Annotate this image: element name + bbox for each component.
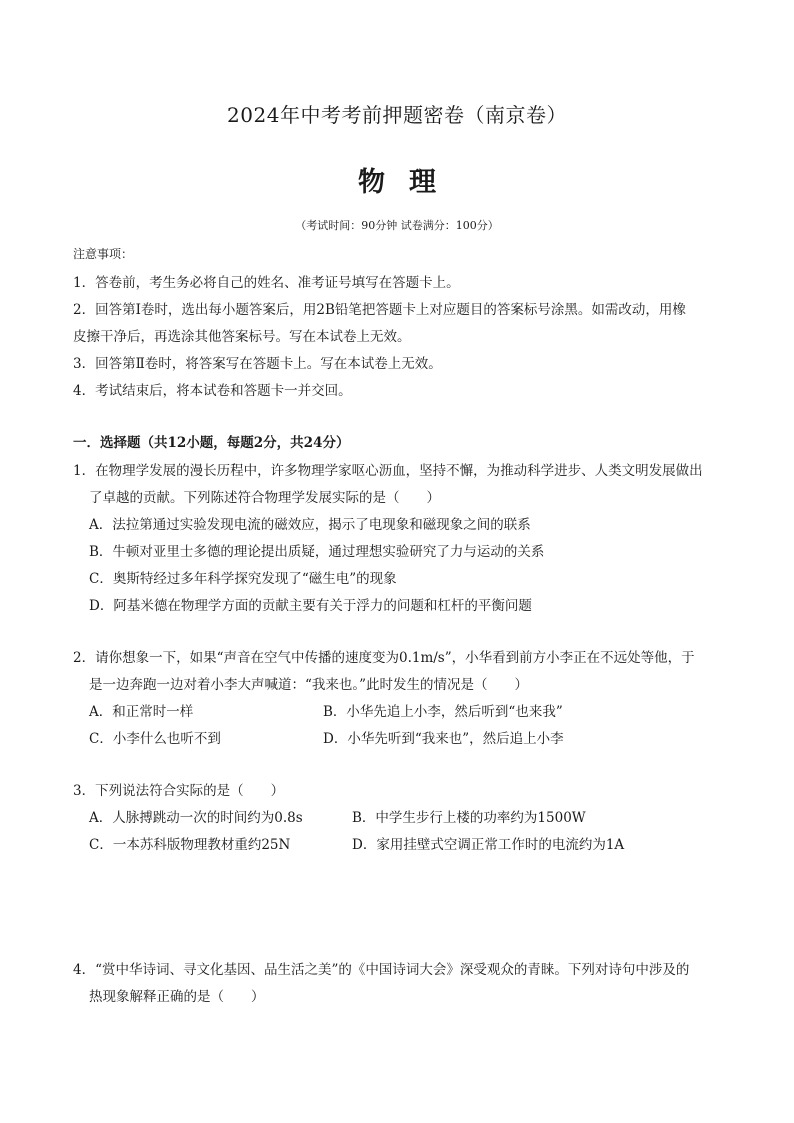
q2-option-d: D．小华先听到“我来也”，然后追上小李 (323, 731, 564, 747)
note-item-2: 2．回答第Ⅰ卷时，选出每小题答案后，用2B铅笔把答题卡上对应题目的答案标号涂黑。如需改动，用橡 (73, 302, 686, 318)
q3-option-c: C．一本苏科版物理教材重约25N (89, 837, 291, 853)
q2-stem-line2: 是一边奔跑一边对着小李大声喊道：“我来也。”此时发生的情况是（ ） (89, 677, 529, 693)
q1-option-a: A．法拉第通过实验发现电流的磁效应，揭示了电现象和磁现象之间的联系 (89, 517, 531, 533)
q4-stem-line2: 热现象解释正确的是（ ） (89, 989, 265, 1005)
q1-stem-line2: 了卓越的贡献。下列陈述符合物理学发展实际的是（ ） (89, 490, 440, 506)
q1-option-b: B．牛顿对亚里士多德的理论提出质疑，通过理想实验研究了力与运动的关系 (89, 544, 545, 560)
q3-option-d: D．家用挂壁式空调正常工作时的电流约为1A (352, 837, 625, 853)
note-item-2-cont: 皮擦干净后，再选涂其他答案标号。写在本试卷上无效。 (73, 329, 411, 345)
q2-option-b: B．小华先追上小李，然后听到“也来我” (323, 704, 563, 720)
q2-stem-line1: 2．请你想象一下，如果“声音在空气中传播的速度变为0.1m/s”，小华看到前方小李正在不远处等他，于 (73, 650, 695, 666)
q1-option-d: D．阿基米德在物理学方面的贡献主要有关于浮力的问题和杠杆的平衡问题 (89, 598, 532, 614)
exam-info: （考试时间：90分钟 试卷满分：100分） (295, 219, 499, 232)
subject-title: 物理 (358, 167, 460, 198)
q3-option-b: B．中学生步行上楼的功率约为1500W (352, 810, 586, 826)
q3-stem-line1: 3．下列说法符合实际的是（ ） (73, 783, 285, 799)
q4-stem-line1: 4．“赏中华诗词、寻文化基因、品生活之美”的《中国诗词大会》深受观众的青睐。下列对诗句中涉及的 (73, 962, 690, 978)
note-item-1: 1．答卷前，考生务必将自己的姓名、准考证号填写在答题卡上。 (73, 275, 460, 291)
q3-option-a: A．人脉搏跳动一次的时间约为0.8s (89, 810, 303, 826)
exam-title: 2024年中考考前押题密卷（南京卷） (227, 103, 567, 127)
notes-heading: 注意事项： (73, 247, 134, 261)
q2-option-a: A．和正常时一样 (89, 704, 194, 720)
section-heading: 一．选择题（共12小题，每题2分，共24分） (73, 435, 350, 451)
note-item-4: 4．考试结束后，将本试卷和答题卡一并交回。 (73, 383, 352, 399)
q1-option-c: C．奥斯特经过多年科学探究发现了“磁生电”的现象 (89, 571, 397, 587)
q2-option-c: C．小李什么也听不到 (89, 731, 221, 747)
note-item-3: 3．回答第Ⅱ卷时，将答案写在答题卡上。写在本试卷上无效。 (73, 356, 442, 372)
q1-stem-line1: 1．在物理学发展的漫长历程中，许多物理学家呕心沥血，坚持不懈，为推动科学进步、人类文明发展做出 (73, 463, 703, 479)
